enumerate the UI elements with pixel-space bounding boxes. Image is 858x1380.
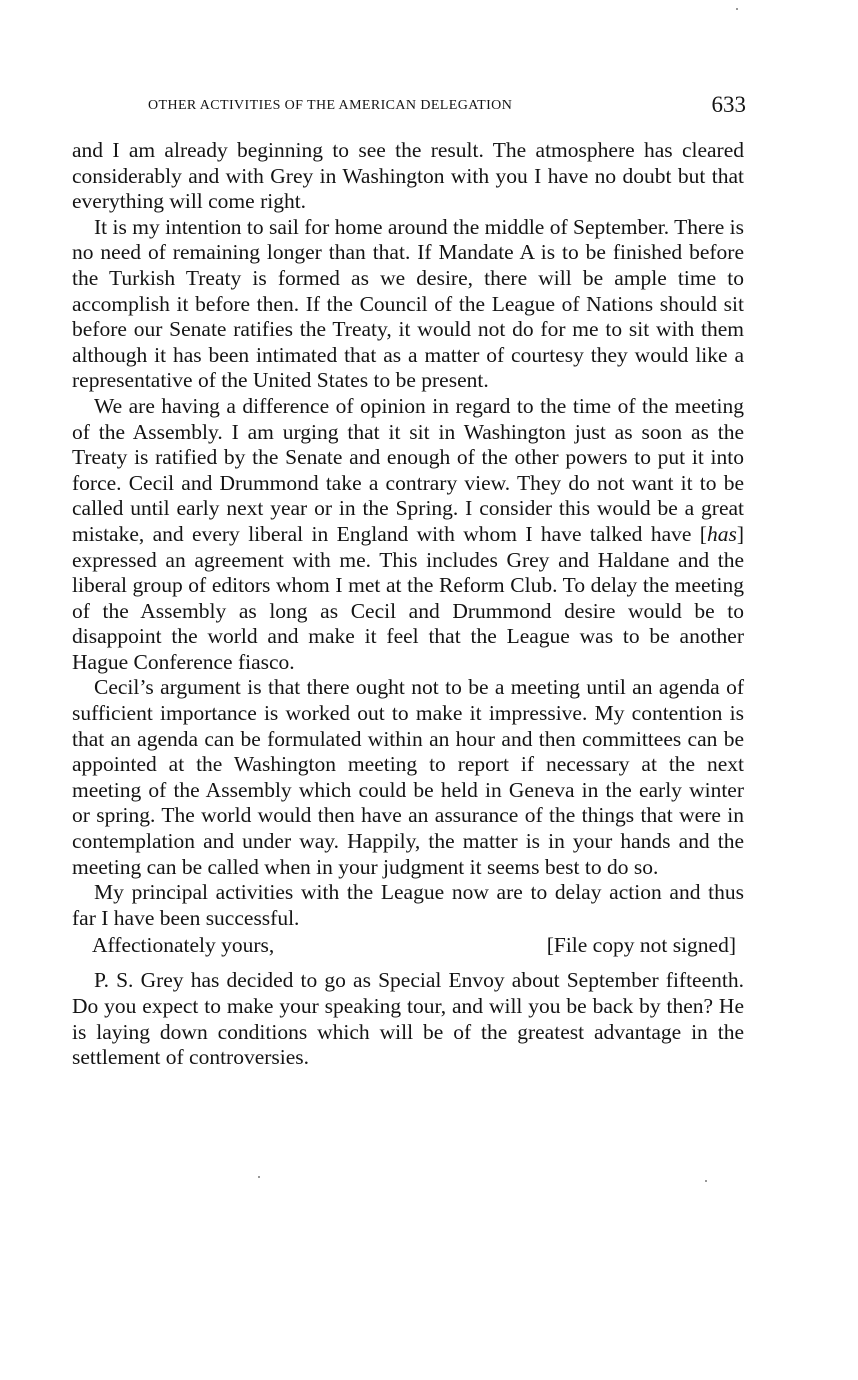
running-title: OTHER ACTIVITIES OF THE AMERICAN DELEGATION bbox=[148, 98, 513, 113]
running-head bbox=[72, 92, 744, 122]
postscript: P. S. Grey has decided to go as Special Envoy about September fifteenth. Do you expect to make your speaking tour, and will you be back by then? He is laying down conditions which will be of the greatest advantage in the settlement of controversies. bbox=[72, 968, 744, 1070]
paragraph-continuation: and I am already beginning to see the result. The atmosphere has cleared considerably and with Grey in Washington with you I have no doubt but that everything will come right. bbox=[72, 138, 744, 214]
paragraph-assembly-meeting bbox=[72, 394, 744, 676]
valediction: Affectionately yours, bbox=[92, 933, 275, 958]
editorial-correction: has bbox=[706, 521, 737, 546]
scan-speck bbox=[258, 1176, 260, 1178]
paragraph-assembly-text-a: We are having a difference of opinion in regard to the time of the meeting of the Assembly. I am urging that it sit in Washington just as soon as the Treaty is ratified by the Senate and enough of the other powers to put it into force. Cecil and Drummond take a contrary view. They do not want it to be called until early next year or in the Spring. I consider this would be a great mistake, and every liberal in England with whom I have talked have [ bbox=[72, 393, 744, 546]
scan-speck bbox=[736, 8, 738, 10]
paragraph-sailing-plans: It is my intention to sail for home around the middle of September. There is no need of remaining longer than that. If Mandate A is to be finished before the Turkish Treaty is formed as we desire, there will be ample time to accomplish it before then. If the Council of the League of Nations should sit before our Senate ratifies the Treaty, it would not do for me to sit with them although it has been intimated that as a matter of courtesy they would like a representative of the United States to be present. bbox=[72, 214, 744, 393]
paragraph-principal-activities: My principal activities with the League now are to delay action and thus far I have been successful. bbox=[72, 880, 744, 930]
paragraph-cecil-argument: Cecil’s argument is that there ought not to be a meeting until an agenda of sufficient importance is worked out to make it impressive. My contention is that an agenda can be formulated within an hour and then committees can be appointed at the Washington meeting to report if necessary at the next meeting of the Assembly which could be held in Geneva in the early winter or spring. The world would then have an assurance of the things that were in contemplation and under way. Happily, the matter is in your hands and the meeting can be called when in your judgment it seems best to do so. bbox=[72, 675, 744, 879]
closing-line bbox=[72, 933, 744, 960]
file-copy-note: [File copy not signed] bbox=[546, 933, 736, 958]
page-number: 633 bbox=[711, 92, 746, 117]
paragraph-assembly-text-b: ] expressed an agreement with me. This includes Grey and Haldane and the liberal group of editors whom I met at the Reform Club. To delay the meeting of the Assembly as long as Cecil and Drummond desire would be to disappoint the world and make it feel that the League was to be another Hague Conference fiasco. bbox=[72, 521, 744, 674]
letter-body bbox=[72, 138, 744, 1071]
scan-speck bbox=[705, 1180, 707, 1182]
